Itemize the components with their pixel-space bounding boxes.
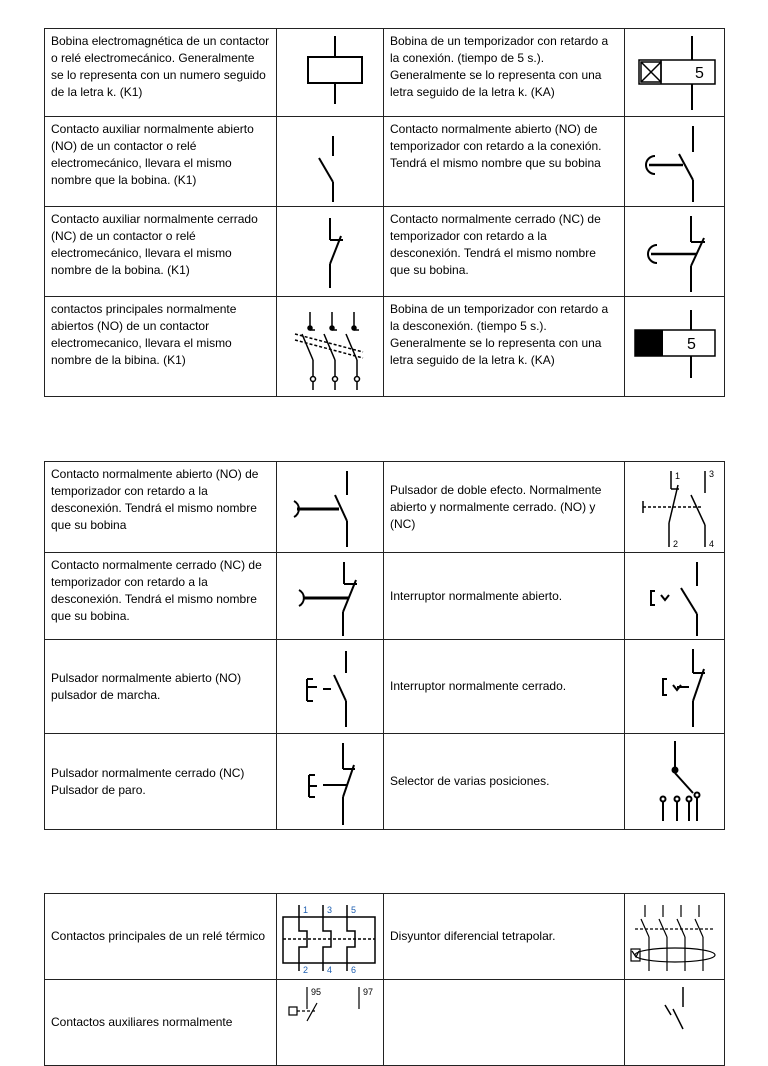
symbols-table-2	[44, 461, 725, 830]
table-row	[45, 640, 725, 734]
description-cell: Contacto normalmente cerrado (NC) de temporizador con retardo a la desconexión. Tendrá el mismo nombre que su bobina.	[384, 207, 625, 297]
thermal-relay-contacts-icon	[277, 894, 384, 980]
rcd-breaker-icon	[625, 894, 725, 980]
selector-switch-icon	[625, 734, 725, 830]
double-pushbutton-icon	[625, 462, 725, 553]
table-row	[45, 29, 725, 117]
table-row	[45, 297, 725, 397]
terminal-label: 95	[311, 986, 322, 997]
table-row	[45, 117, 725, 207]
table-row	[45, 462, 725, 553]
no-off-delay-contact-icon	[277, 462, 384, 553]
no-on-delay-contact-icon	[625, 117, 725, 207]
no-pushbutton-icon	[277, 640, 384, 734]
terminal-label: 5	[351, 904, 357, 915]
terminal-label: 97	[363, 986, 374, 997]
main-contacts-icon	[277, 297, 384, 397]
description-cell: Contacto normalmente abierto (NO) de temporizador con retardo a la desconexión. Tendrá el mismo nombre que su bobina	[45, 462, 277, 553]
terminal-label: 1	[675, 470, 681, 481]
nc-pushbutton-icon	[277, 734, 384, 830]
nc-switch-icon	[625, 640, 725, 734]
on-delay-timer-coil-icon	[625, 29, 725, 117]
terminal-label: 2	[303, 964, 309, 975]
terminal-label: 6	[351, 964, 357, 975]
description-cell: Bobina de un temporizador con retardo a la desconexión. (tiempo 5 s.). Generalmente se lo representa con una letra seguido de la letra k. (KA)	[384, 297, 625, 397]
description-cell: Pulsador normalmente cerrado (NC) Pulsador de paro.	[45, 734, 277, 830]
description-cell: Contactos auxiliares normalmente	[45, 980, 277, 1066]
symbols-table-1	[44, 28, 725, 397]
description-cell	[384, 980, 625, 1066]
terminal-label: 2	[673, 538, 679, 549]
off-delay-timer-coil-icon	[625, 297, 725, 397]
nc-off-delay-contact-icon	[277, 553, 384, 640]
description-cell: Contacto auxiliar normalmente abierto (NO) de un contactor o relé electromecánico, llevara el mismo nombre que la bobina. (K1)	[45, 117, 277, 207]
description-cell: Disyuntor diferencial tetrapolar.	[384, 894, 625, 980]
description-cell: Interruptor normalmente cerrado.	[384, 640, 625, 734]
coil-icon	[277, 29, 384, 117]
thermal-aux-contacts-icon	[277, 980, 384, 1066]
description-cell: contactos principales normalmente abiertos (NO) de un contactor electromecanico, llevara el mismo nombre de la bibina. (K1)	[45, 297, 277, 397]
terminal-label: 1	[303, 904, 309, 915]
table-row	[45, 894, 725, 980]
terminal-label: 4	[327, 964, 333, 975]
timer-value-label: 5	[695, 64, 704, 82]
description-cell: Bobina de un temporizador con retardo a la conexión. (tiempo de 5 s.). Generalmente se lo representa con una letra seguido de la letra k. (KA)	[384, 29, 625, 117]
description-cell: Pulsador de doble efecto. Normalmente abierto y normalmente cerrado. (NO) y (NC)	[384, 462, 625, 553]
symbols-table-3	[44, 893, 725, 1066]
table-row	[45, 553, 725, 640]
description-cell: Contacto auxiliar normalmente cerrado (NC) de un contactor o relé electromecánico, llevara el mismo nombre de la bobina. (K1)	[45, 207, 277, 297]
no-contact-icon	[277, 117, 384, 207]
table-row	[45, 734, 725, 830]
fuse-switch-icon	[625, 980, 725, 1066]
terminal-label: 3	[327, 904, 333, 915]
terminal-label: 4	[709, 538, 715, 549]
no-switch-icon	[625, 553, 725, 640]
nc-contact-icon	[277, 207, 384, 297]
description-cell: Contacto normalmente abierto (NO) de temporizador con retardo a la conexión. Tendrá el mismo nombre que su bobina	[384, 117, 625, 207]
description-cell: Contacto normalmente cerrado (NC) de temporizador con retardo a la desconexión. Tendrá el mismo nombre que su bobina.	[45, 553, 277, 640]
description-cell: Contactos principales de un relé térmico	[45, 894, 277, 980]
description-cell: Bobina electromagnética de un contactor o relé electromecánico. Generalmente se lo representa con un numero seguido de la letra k. (K1)	[45, 29, 277, 117]
terminal-label: 3	[709, 468, 715, 479]
description-cell: Interruptor normalmente abierto.	[384, 553, 625, 640]
description-cell: Selector de varias posiciones.	[384, 734, 625, 830]
description-cell: Pulsador normalmente abierto (NO) pulsador de marcha.	[45, 640, 277, 734]
table-row	[45, 980, 725, 1066]
nc-off-delay-contact-icon	[625, 207, 725, 297]
table-row	[45, 207, 725, 297]
timer-value-label: 5	[687, 335, 696, 353]
